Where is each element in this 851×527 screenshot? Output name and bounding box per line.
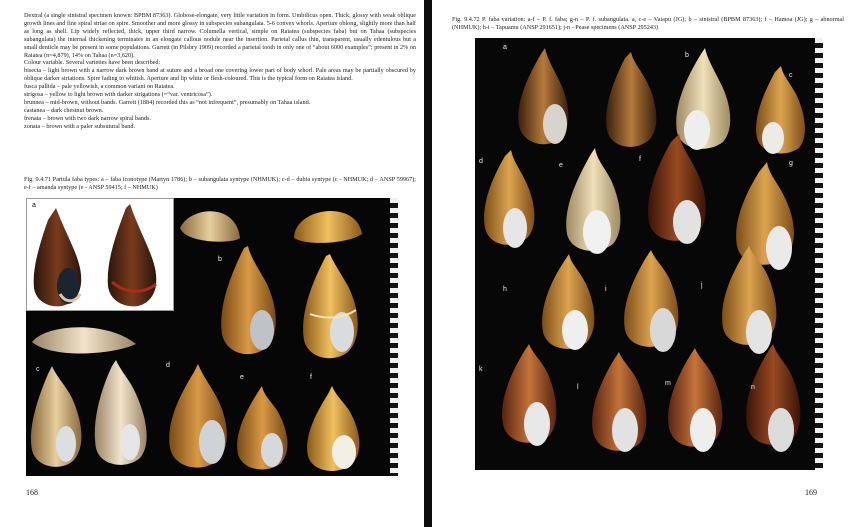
shell-photos bbox=[475, 38, 815, 470]
shell-c-1 bbox=[31, 366, 81, 467]
plate-label: d bbox=[479, 158, 483, 165]
shell-a bbox=[518, 48, 568, 144]
paragraph: frenata – brown with two dark narrow spiral bands. bbox=[24, 114, 151, 122]
shell-m bbox=[668, 348, 722, 452]
plate-label: f bbox=[310, 374, 312, 381]
plate-label: n bbox=[751, 384, 755, 391]
paragraph: Dextral (a single sinistral specimen known: BPBM 87363). Globose-elongate, very little variation in form. Umbilicus open. Thick, glossy with weak oblique growth lines and fine spiral striae on spire. Smoother and more glossy in subspecies subangulata. 5-6 convex whorls. Aperture oblong, slightly more than half as long as shell. Lip widely reflected, thick, upper third narrow. Columella vertical, simple on Raiatea (subspecies faba) but on Tahaa (subspecies subangulata) the internal thickening terminates in an elongate callous nodule near the insertion. Parietal callus thin, transparent, usually edentulous but a small denticle may be present in some populations. Garrett (in Pilsbry 1909) recorded a parietal tooth in only one of “about 6000 examples”; present in 2% on Raiatea (n=4,879), 14% on Tahaa (n=3,620). bbox=[24, 12, 416, 59]
shell-a-front bbox=[34, 208, 82, 306]
shell-f bbox=[648, 134, 706, 244]
book-gutter bbox=[424, 0, 432, 527]
shell-b-1 bbox=[221, 246, 276, 354]
paragraph: bisecta – light brown with a narrow dark brown band at suture and a broad one covering lower part of body whorl. Pale areas may be partially obscured by oblique darker striations. Spire fading to whitish. Aperture and lip white or flesh-coloured. This is the typical form on Raiatea island. bbox=[24, 67, 416, 83]
plate-label: l bbox=[577, 384, 579, 391]
shell-a-back bbox=[108, 204, 157, 306]
scale-bar bbox=[815, 38, 823, 470]
shell-c-side bbox=[32, 327, 136, 353]
shell-c bbox=[756, 66, 805, 154]
shell-c-2 bbox=[95, 360, 147, 465]
plate-label: c bbox=[789, 72, 793, 79]
shell-b-top bbox=[294, 211, 362, 243]
paragraph: brunnea – mid-brown, without bands. Garrett (1884) recorded this as “not infrequent”, presumably on Tahaa island. bbox=[24, 98, 311, 106]
plate-label: g bbox=[789, 160, 793, 167]
figure-plate-9-4-72 bbox=[475, 38, 815, 470]
shell-e bbox=[237, 386, 287, 469]
shell-b bbox=[606, 52, 656, 147]
shell-k bbox=[502, 344, 556, 446]
plate-label: k bbox=[479, 366, 483, 373]
paragraph: strigosa – yellow to light brown with darker strigations (=“var. ventricosa”). bbox=[24, 91, 213, 99]
shell-b-side bbox=[180, 211, 240, 242]
shell-d bbox=[169, 364, 227, 468]
shell-photos bbox=[26, 198, 390, 476]
paragraph: fusca pallida – pale yellowish, a common variant on Raiatea. bbox=[24, 83, 175, 91]
figure-plate-9-4-71 bbox=[26, 198, 390, 476]
plate-label: c bbox=[36, 366, 40, 373]
page-number: 168 bbox=[26, 488, 38, 497]
page-number: 169 bbox=[805, 488, 817, 497]
plate-label: b bbox=[685, 52, 689, 59]
shell-h bbox=[542, 254, 594, 350]
shell-d bbox=[484, 150, 534, 248]
plate-label: e bbox=[559, 162, 563, 169]
plate-label: f bbox=[639, 156, 641, 163]
shell-i bbox=[624, 250, 678, 352]
paragraph: castanea – dark chestnut brown. bbox=[24, 106, 104, 114]
paragraph: Colour variable. Several varieties have been described: bbox=[24, 59, 161, 67]
plate-label: i bbox=[605, 286, 607, 293]
plate-label: e bbox=[240, 374, 244, 381]
figure-caption: Fig. 9.4.71 Partula faba types: a – faba iconotype (Martyn 1786); b – subangulata syntype (NHMUK); c-d – dubia syntype (c - NHMUK; d – ANSP 59967); e-f – amanda syntype (e - ANSP 59415; f – NHMUK) bbox=[24, 176, 416, 191]
shell-b-2 bbox=[303, 254, 358, 358]
shell-n bbox=[746, 344, 800, 452]
figure-caption: Fig. 9.4.72 P. faba variation: a-f – P. f. faba; g-n – P. f. subangulata. a, c-e – Vaiapu (JG); b – sinistral (BPBM 87363); f – Hamoa (JG); g – abnormal (NHMUK); h-i – Tapuamu (ANSP 291651); j-n - Pease specimens (ANSP 295243) bbox=[452, 16, 844, 31]
scale-bar bbox=[390, 198, 398, 476]
plate-label: b bbox=[218, 256, 222, 263]
plate-label: m bbox=[665, 380, 671, 387]
plate-label: h bbox=[503, 286, 507, 293]
shell-e bbox=[566, 148, 620, 254]
shell-l bbox=[592, 352, 646, 452]
plate-label: a bbox=[503, 44, 507, 51]
left-body-text bbox=[24, 12, 416, 131]
plate-label: d bbox=[166, 362, 170, 369]
left-page bbox=[0, 0, 424, 527]
paragraph: zonata – brown with a paler subsutural band. bbox=[24, 122, 136, 130]
right-page bbox=[432, 0, 851, 527]
plate-label: j bbox=[701, 282, 703, 289]
shell-f bbox=[307, 386, 359, 471]
plate-label: a bbox=[32, 202, 36, 209]
shell-c-top bbox=[676, 48, 730, 150]
